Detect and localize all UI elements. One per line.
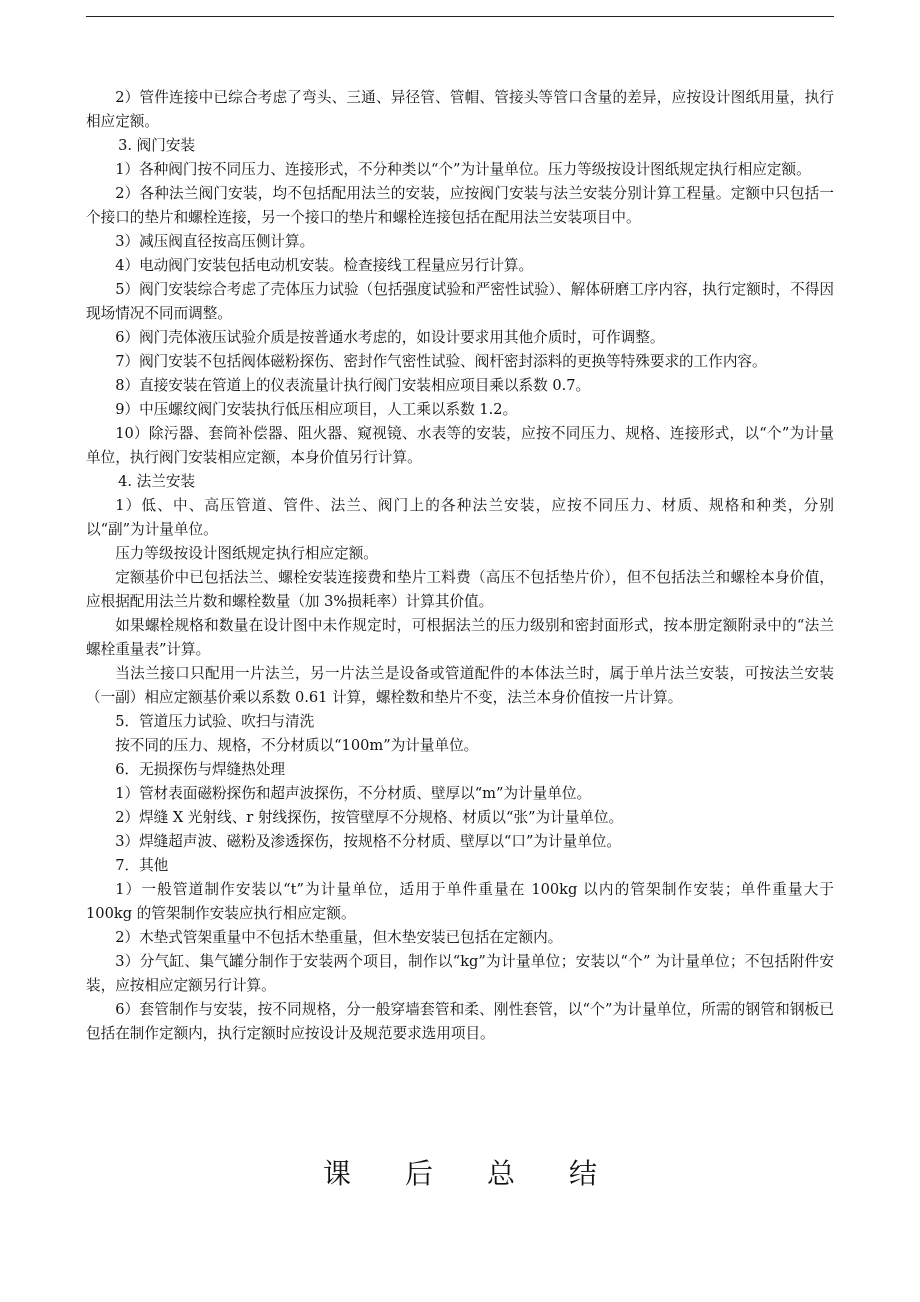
paragraph: 当法兰接口只配用一片法兰，另一片法兰是设备或管道配件的本体法兰时，属于单片法兰安装，可按法兰安装（一副）相应定额基价乘以系数 0.61 计算，螺栓数和垫片不变，法兰本身价值按一片计算。: [86, 665, 834, 706]
section-heading-other: 7．其他: [115, 857, 169, 874]
paragraph: 6）套管制作与安装，按不同规格，分一般穿墙套管和柔、刚性套管，以“个”为计量单位，所需的钢管和钢板已包括在制作定额内，执行定额时应按设计及规范要求选用项目。: [86, 1001, 834, 1042]
paragraph: 3）减压阀直径按高压侧计算。: [115, 233, 315, 250]
paragraph: 1）低、中、高压管道、管件、法兰、阀门上的各种法兰安装，应按不同压力、材质、规格和种类，分别以“副”为计量单位。: [86, 497, 834, 538]
paragraph: 如果螺栓规格和数量在设计图中未作规定时，可根据法兰的压力级别和密封面形式，按本册定额附录中的“法兰螺栓重量表”计算。: [86, 617, 834, 658]
paragraph: 8）直接安装在管道上的仪表流量计执行阀门安装相应项目乘以系数 0.7。: [115, 377, 591, 394]
paragraph: 3）分气缸、集气罐分制作于安装两个项目，制作以“kg”为计量单位；安装以“个” 为计量单位；不包括附件安装，应按相应定额另行计算。: [86, 953, 834, 994]
paragraph: 6）阀门壳体液压试验介质是按普通水考虑的，如设计要求用其他介质时，可作调整。: [115, 329, 665, 346]
paragraph: 定额基价中已包括法兰、螺栓安装连接费和垫片工料费（高压不包括垫片价），但不包括法兰和螺栓本身价值，应根据配用法兰片数和螺栓数量（加 3%损耗率）计算其价值。: [86, 569, 834, 610]
paragraph: 压力等级按设计图纸规定执行相应定额。: [115, 545, 378, 562]
section-heading-pressure-test: 5．管道压力试验、吹扫与清洗: [115, 713, 315, 730]
paragraph: 9）中压螺纹阀门安装执行低压相应项目，人工乘以系数 1.2。: [115, 401, 518, 418]
paragraph: 1）管材表面磁粉探伤和超声波探伤，不分材质、壁厚以“m”为计量单位。: [115, 785, 592, 802]
paragraph: 2）焊缝 X 光射线、r 射线探伤，按管壁厚不分规格、材质以“张”为计量单位。: [115, 809, 624, 826]
document-body: [86, 86, 834, 1046]
paragraph: 5）阀门安装综合考虑了壳体压力试验（包括强度试验和严密性试验）、解体研磨工序内容，执行定额时，不得因现场情况不同而调整。: [86, 281, 834, 322]
paragraph: 按不同的压力、规格，不分材质以“100m”为计量单位。: [115, 737, 479, 754]
paragraph: 10）除污器、套筒补偿器、阻火器、窥视镜、水表等的安装，应按不同压力、规格、连接形式，以“个”为计量单位，执行阀门安装相应定额，本身价值另行计算。: [86, 425, 834, 466]
header-rule: [86, 16, 834, 17]
summary-heading: 课后总结: [322, 1157, 651, 1190]
paragraph: 2）管件连接中已综合考虑了弯头、三通、异径管、管帽、管接头等管口含量的差异，应按设计图纸用量，执行相应定额。: [86, 89, 834, 130]
paragraph: 4）电动阀门安装包括电动机安装。检查接线工程量应另行计算。: [115, 257, 534, 274]
paragraph: 3）焊缝超声波、磁粉及渗透探伤，按规格不分材质、壁厚以“口”为计量单位。: [115, 833, 621, 850]
paragraph: 7）阀门安装不包括阀体磁粉探伤、密封作气密性试验、阀杆密封添料的更换等特殊要求的工作内容。: [115, 353, 767, 370]
paragraph: 1）各种阀门按不同压力、连接形式，不分种类以“个”为计量单位。压力等级按设计图纸规定执行相应定额。: [115, 161, 811, 178]
paragraph: 2）各种法兰阀门安装，均不包括配用法兰的安装，应按阀门安装与法兰安装分别计算工程量。定额中只包括一个接口的垫片和螺栓连接，另一个接口的垫片和螺栓连接包括在配用法兰安装项目中。: [86, 185, 834, 226]
paragraph: 1）一般管道制作安装以“t”为计量单位，适用于单件重量在 100kg 以内的管架制作安装；单件重量大于 100kg 的管架制作安装应执行相应定额。: [86, 881, 834, 922]
section-heading-nondestructive-testing: 6．无损探伤与焊缝热处理: [115, 761, 286, 778]
paragraph: 2）木垫式管架重量中不包括木垫重量，但木垫安装已包括在定额内。: [115, 929, 563, 946]
section-heading-valve-installation: 3. 阀门安装: [118, 137, 196, 154]
section-heading-flange-installation: 4. 法兰安装: [118, 473, 196, 490]
